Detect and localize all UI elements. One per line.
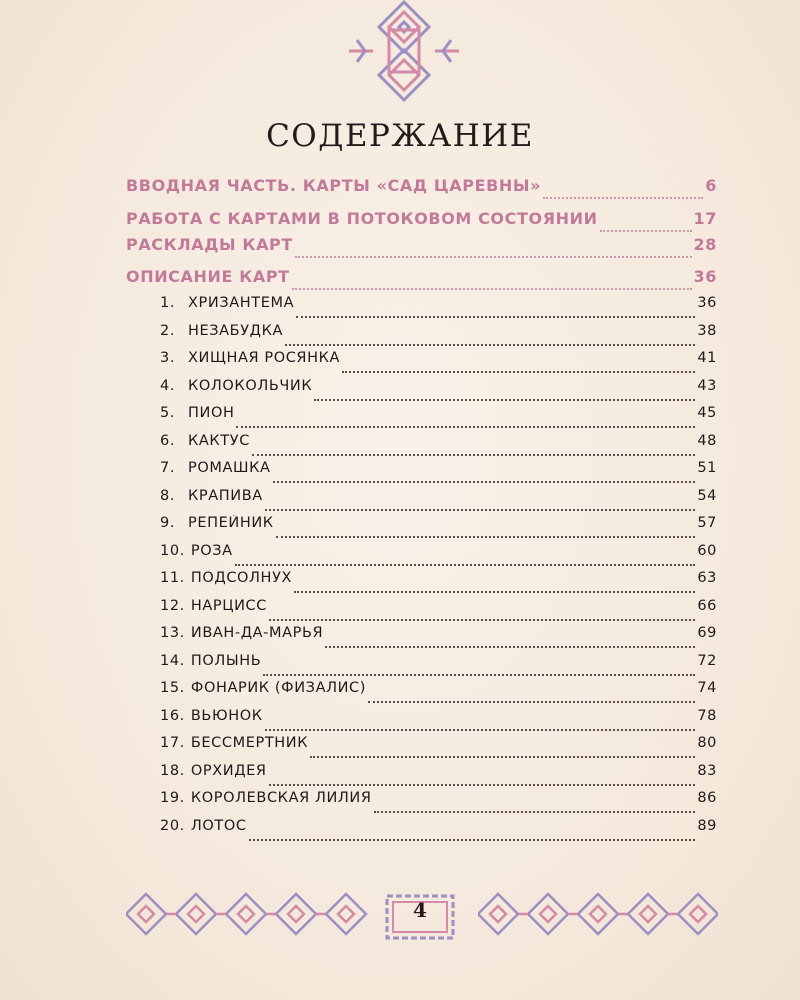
dot-leader: [273, 480, 696, 483]
dot-leader: [296, 315, 695, 318]
card-page: 51: [697, 460, 717, 476]
card-number: 5.: [160, 405, 176, 421]
toc-card-item[interactable]: [160, 763, 717, 791]
card-number: 2.: [160, 322, 176, 339]
card-page: 83: [697, 762, 717, 779]
dot-leader: [310, 755, 695, 758]
toc-card-item[interactable]: [160, 680, 717, 708]
card-number: 1.: [160, 295, 176, 311]
card-label: РОМАШКА: [188, 460, 271, 476]
dot-leader: [263, 673, 695, 676]
toc-card-item[interactable]: [160, 570, 717, 598]
dot-leader: [249, 838, 696, 841]
card-page: 54: [697, 487, 717, 504]
toc-section-label: РАСКЛАДЫ КАРТ: [126, 235, 293, 254]
card-label: БЕССМЕРТНИК: [190, 735, 309, 751]
card-number: 6.: [160, 432, 176, 449]
toc-section-label: ОПИСАНИЕ КАРТ: [126, 267, 290, 286]
card-number: 9.: [160, 515, 176, 531]
card-page: 60: [697, 542, 717, 559]
toc-section-page: 17: [693, 209, 717, 228]
card-page: 48: [697, 432, 717, 449]
card-label: ПОДСОЛНУХ: [190, 570, 293, 586]
card-page: 63: [697, 570, 717, 586]
card-number: 4.: [160, 377, 176, 394]
card-number: 10.: [160, 542, 185, 559]
card-page: 78: [697, 707, 717, 724]
card-number: 8.: [160, 487, 176, 504]
card-label: ВЬЮНОК: [190, 707, 263, 724]
dot-leader: [252, 453, 695, 456]
dot-leader: [236, 425, 695, 428]
card-label: ХРИЗАНТЕМА: [188, 295, 295, 311]
toc-card-item[interactable]: [160, 488, 717, 516]
dot-leader: [600, 229, 692, 232]
toc-section-label: ВВОДНАЯ ЧАСТЬ. КАРТЫ «САД ЦАРЕВНЫ»: [126, 176, 542, 195]
toc-card-item[interactable]: [160, 598, 717, 626]
card-page: 80: [697, 735, 717, 751]
card-label: ОРХИДЕЯ: [190, 762, 267, 779]
card-number: 18.: [160, 762, 185, 779]
card-number: 19.: [160, 790, 185, 806]
card-page: 45: [697, 405, 717, 421]
toc-card-item[interactable]: [160, 295, 717, 323]
card-number: 11.: [160, 570, 185, 586]
toc-section-intro[interactable]: [126, 176, 717, 204]
card-number: 16.: [160, 707, 185, 724]
toc-heading: СОДЕРЖАНИЕ: [266, 118, 534, 154]
dot-leader: [342, 370, 695, 373]
card-page: 57: [697, 515, 717, 531]
toc-section-page: 28: [693, 235, 717, 254]
toc-card-item[interactable]: [160, 350, 717, 378]
card-label: РОЗА: [190, 542, 233, 559]
card-label: ЛОТОС: [190, 817, 247, 834]
toc-card-item[interactable]: [160, 543, 717, 571]
card-page: 36: [697, 295, 717, 311]
card-page: 41: [697, 350, 717, 366]
toc-card-item[interactable]: [160, 433, 717, 461]
card-page: 43: [697, 377, 717, 394]
card-number: 20.: [160, 817, 185, 834]
card-page: 69: [697, 625, 717, 641]
toc-card-item[interactable]: [160, 708, 717, 736]
card-page: 86: [697, 790, 717, 806]
toc-section-spreads[interactable]: [126, 235, 717, 263]
bottom-ornament-left: [126, 886, 376, 942]
card-label: КРАПИВА: [188, 487, 263, 504]
card-page: 89: [697, 817, 717, 834]
toc-section-label: РАБОТА С КАРТАМИ В ПОТОКОВОМ СОСТОЯНИИ: [126, 209, 598, 228]
toc-card-item[interactable]: [160, 323, 717, 351]
dot-leader: [235, 563, 696, 566]
card-number: 17.: [160, 735, 185, 751]
card-label: РЕПЕЙНИК: [188, 515, 274, 531]
card-label: НАРЦИСС: [190, 597, 267, 614]
dot-leader: [292, 287, 692, 290]
dot-leader: [325, 645, 695, 648]
card-label: НЕЗАБУДКА: [188, 322, 284, 339]
card-number: 13.: [160, 625, 185, 641]
toc-card-item[interactable]: [160, 653, 717, 681]
card-number: 3.: [160, 350, 176, 366]
dot-leader: [368, 700, 695, 703]
dot-leader: [294, 590, 695, 593]
toc-section-card-descriptions[interactable]: [126, 267, 717, 295]
card-page: 66: [697, 597, 717, 614]
card-page: 74: [697, 680, 717, 696]
toc-section-page: 36: [693, 267, 717, 286]
toc-card-item[interactable]: [160, 405, 717, 433]
card-label: КОРОЛЕВСКАЯ ЛИЛИЯ: [190, 790, 372, 806]
dot-leader: [265, 728, 696, 731]
card-number: 14.: [160, 652, 185, 669]
dot-leader: [314, 398, 695, 401]
card-label: КОЛОКОЛЬЧИК: [188, 377, 313, 394]
card-number: 15.: [160, 680, 185, 696]
toc-card-item[interactable]: [160, 515, 717, 543]
card-page: 38: [697, 322, 717, 339]
card-label: ПИОН: [188, 405, 235, 421]
dot-leader: [269, 783, 696, 786]
top-ornament: [345, 0, 463, 102]
toc-card-item[interactable]: [160, 790, 717, 818]
toc-card-item[interactable]: [160, 460, 717, 488]
dot-leader: [265, 508, 696, 511]
card-label: ИВАН-ДА-МАРЬЯ: [190, 625, 324, 641]
card-number: 7.: [160, 460, 176, 476]
dot-leader: [269, 618, 695, 621]
dot-leader: [276, 535, 696, 538]
card-number: 12.: [160, 597, 185, 614]
toc-card-item[interactable]: [160, 625, 717, 653]
card-label: ХИЩНАЯ РОСЯНКА: [188, 350, 341, 366]
toc-section-flow-state[interactable]: [126, 209, 717, 237]
dot-leader: [295, 255, 692, 258]
bottom-ornament-right: [478, 886, 718, 942]
page-number: 4: [413, 898, 427, 922]
dot-leader: [374, 810, 696, 813]
toc-section-page: 6: [705, 176, 717, 195]
dot-leader: [543, 196, 703, 199]
card-label: ПОЛЫНЬ: [190, 652, 262, 669]
card-label: ФОНАРИК (ФИЗАЛИС): [190, 680, 367, 696]
toc-card-item[interactable]: [160, 735, 717, 763]
card-label: КАКТУС: [188, 432, 250, 449]
toc-card-item[interactable]: [160, 378, 717, 406]
toc-card-item[interactable]: [160, 818, 717, 846]
card-page: 72: [697, 652, 717, 669]
dot-leader: [285, 343, 695, 346]
